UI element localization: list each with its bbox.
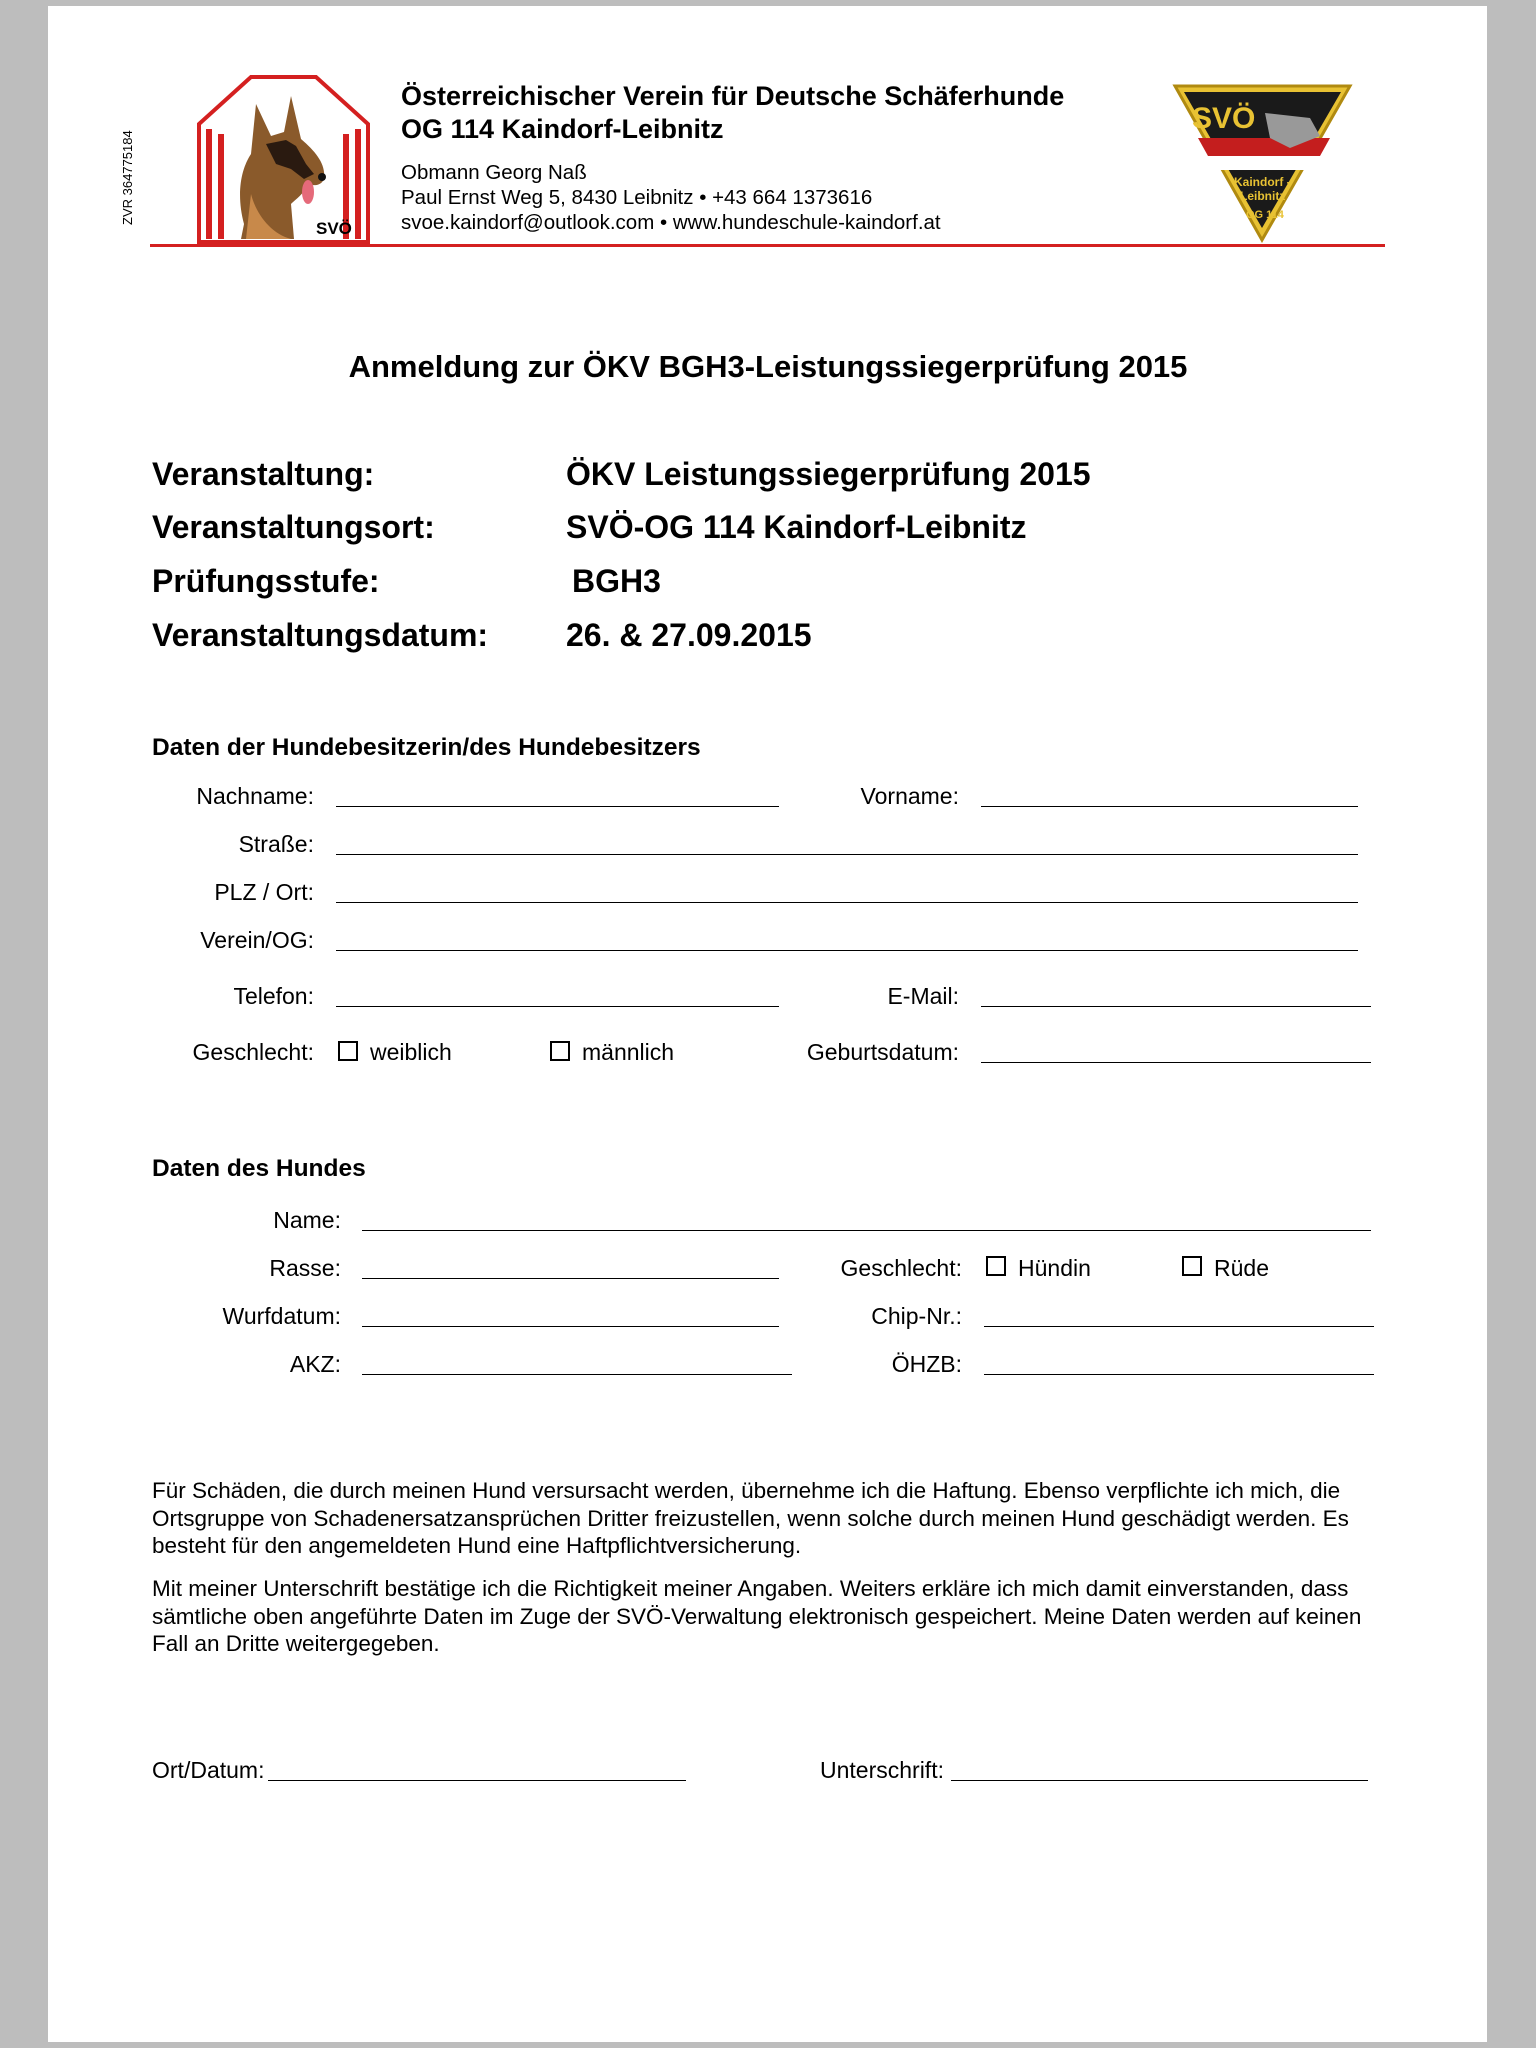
owner-section-title: Daten der Hundebesitzerin/des Hundebesitzers: [152, 734, 701, 761]
owner-lastname-field[interactable]: [336, 806, 779, 807]
owner-zip-city-label: PLZ / Ort:: [214, 879, 314, 905]
consent-paragraph: Mit meiner Unterschrift bestätige ich die Richtigkeit meiner Angaben. Weiters erkläre ich mich damit einverstanden, dass sämtliche oben angeführte Daten im Zuge der SVÖ-Verwaltung elektronisch gespeichert. Meine Daten werden auf keinen Fall an Dritte weitergegeben.: [152, 1576, 1362, 1656]
owner-female-checkbox[interactable]: [338, 1041, 358, 1061]
dog-female-checkbox[interactable]: [986, 1256, 1006, 1276]
svg-text:OG 114: OG 114: [1246, 209, 1284, 221]
owner-firstname-label: Vorname:: [860, 783, 959, 809]
dog-name-label: Name:: [273, 1207, 341, 1233]
owner-phone-label: Telefon:: [233, 983, 314, 1009]
dog-birthdate-field[interactable]: [362, 1326, 779, 1327]
dog-name-field[interactable]: [362, 1230, 1371, 1231]
owner-birthdate-field[interactable]: [981, 1062, 1371, 1063]
dog-female-label: Hündin: [1018, 1255, 1091, 1281]
signature-field[interactable]: [951, 1780, 1368, 1781]
svoe-dog-logo: [196, 74, 371, 244]
document-title: Anmeldung zur ÖKV BGH3-Leistungssiegerprüfung 2015: [348, 349, 1188, 384]
meta-label-location: Veranstaltungsort:: [152, 509, 435, 545]
svg-text:Leibnitz: Leibnitz: [1240, 189, 1286, 203]
dog-birthdate-label: Wurfdatum:: [222, 1303, 341, 1329]
svg-text:SVÖ: SVÖ: [1192, 102, 1256, 135]
zvr-number: ZVR 364775184: [120, 130, 135, 225]
signature-label: Unterschrift:: [820, 1757, 944, 1783]
meta-value-date: 26. & 27.09.2015: [566, 617, 812, 653]
contact-chair: Obmann Georg Naß: [401, 161, 587, 184]
owner-lastname-label: Nachname:: [196, 783, 314, 809]
owner-street-label: Straße:: [238, 831, 314, 857]
owner-gender-label: Geschlecht:: [192, 1039, 314, 1065]
owner-firstname-field[interactable]: [981, 806, 1358, 807]
dog-akz-field[interactable]: [362, 1374, 792, 1375]
dog-breed-label: Rasse:: [269, 1255, 341, 1281]
owner-male-label: männlich: [582, 1039, 675, 1065]
meta-label-event: Veranstaltung:: [152, 456, 375, 492]
owner-phone-field[interactable]: [336, 1006, 779, 1007]
dog-male-label: Rüde: [1214, 1255, 1269, 1281]
document-page: [48, 6, 1487, 2042]
dog-akz-label: AKZ:: [289, 1351, 341, 1377]
dog-chip-field[interactable]: [984, 1326, 1374, 1327]
owner-email-field[interactable]: [981, 1006, 1371, 1007]
meta-label-date: Veranstaltungsdatum:: [152, 617, 489, 653]
meta-label-level: Prüfungsstufe:: [152, 563, 380, 599]
owner-female-label: weiblich: [370, 1039, 452, 1065]
place-date-label: Ort/Datum:: [152, 1757, 265, 1783]
meta-value-event: ÖKV Leistungssiegerprüfung 2015: [566, 456, 1091, 492]
org-branch: OG 114 Kaindorf-Leibnitz: [401, 114, 724, 144]
owner-club-field[interactable]: [336, 950, 1358, 951]
meta-value-level: BGH3: [572, 563, 661, 599]
owner-street-field[interactable]: [336, 854, 1358, 855]
org-name: Österreichischer Verein für Deutsche Schäferhunde: [401, 81, 1065, 111]
meta-value-location: SVÖ-OG 114 Kaindorf-Leibnitz: [566, 509, 1027, 545]
contact-address: Paul Ernst Weg 5, 8430 Leibnitz • +43 664 1373616: [401, 186, 873, 209]
owner-zip-city-field[interactable]: [336, 902, 1358, 903]
dog-oehzb-label: ÖHZB:: [891, 1351, 962, 1377]
owner-male-checkbox[interactable]: [550, 1041, 570, 1061]
contact-email-web: svoe.kaindorf@outlook.com • www.hundeschule-kaindorf.at: [401, 211, 941, 234]
place-date-field[interactable]: [268, 1780, 686, 1781]
dog-oehzb-field[interactable]: [984, 1374, 1374, 1375]
liability-paragraph: Für Schäden, die durch meinen Hund versursacht werden, übernehme ich die Haftung. Ebenso verpflichte ich mich, die Ortsgruppe von Schadenersatzansprüchen Dritter freizustellen, wenn solche durch meinen Hund geschädigt werden. Es besteht für den angemeldeten Hund eine Haftpflichtversicherung.: [152, 1478, 1349, 1558]
dog-breed-field[interactable]: [362, 1278, 779, 1279]
owner-birthdate-label: Geburtsdatum:: [806, 1039, 959, 1065]
dog-male-checkbox[interactable]: [1182, 1256, 1202, 1276]
owner-club-label: Verein/OG:: [200, 927, 314, 953]
header-rule: [150, 244, 1385, 247]
svg-text:Kaindorf -: Kaindorf -: [1234, 175, 1291, 189]
dog-section-title: Daten des Hundes: [152, 1155, 366, 1182]
owner-email-label: E-Mail:: [887, 983, 959, 1009]
dog-gender-label: Geschlecht:: [840, 1255, 962, 1281]
svoe-og114-badge-logo: [1170, 78, 1355, 243]
dog-chip-label: Chip-Nr.:: [871, 1303, 962, 1329]
svg-text:SVÖ: SVÖ: [316, 219, 352, 238]
